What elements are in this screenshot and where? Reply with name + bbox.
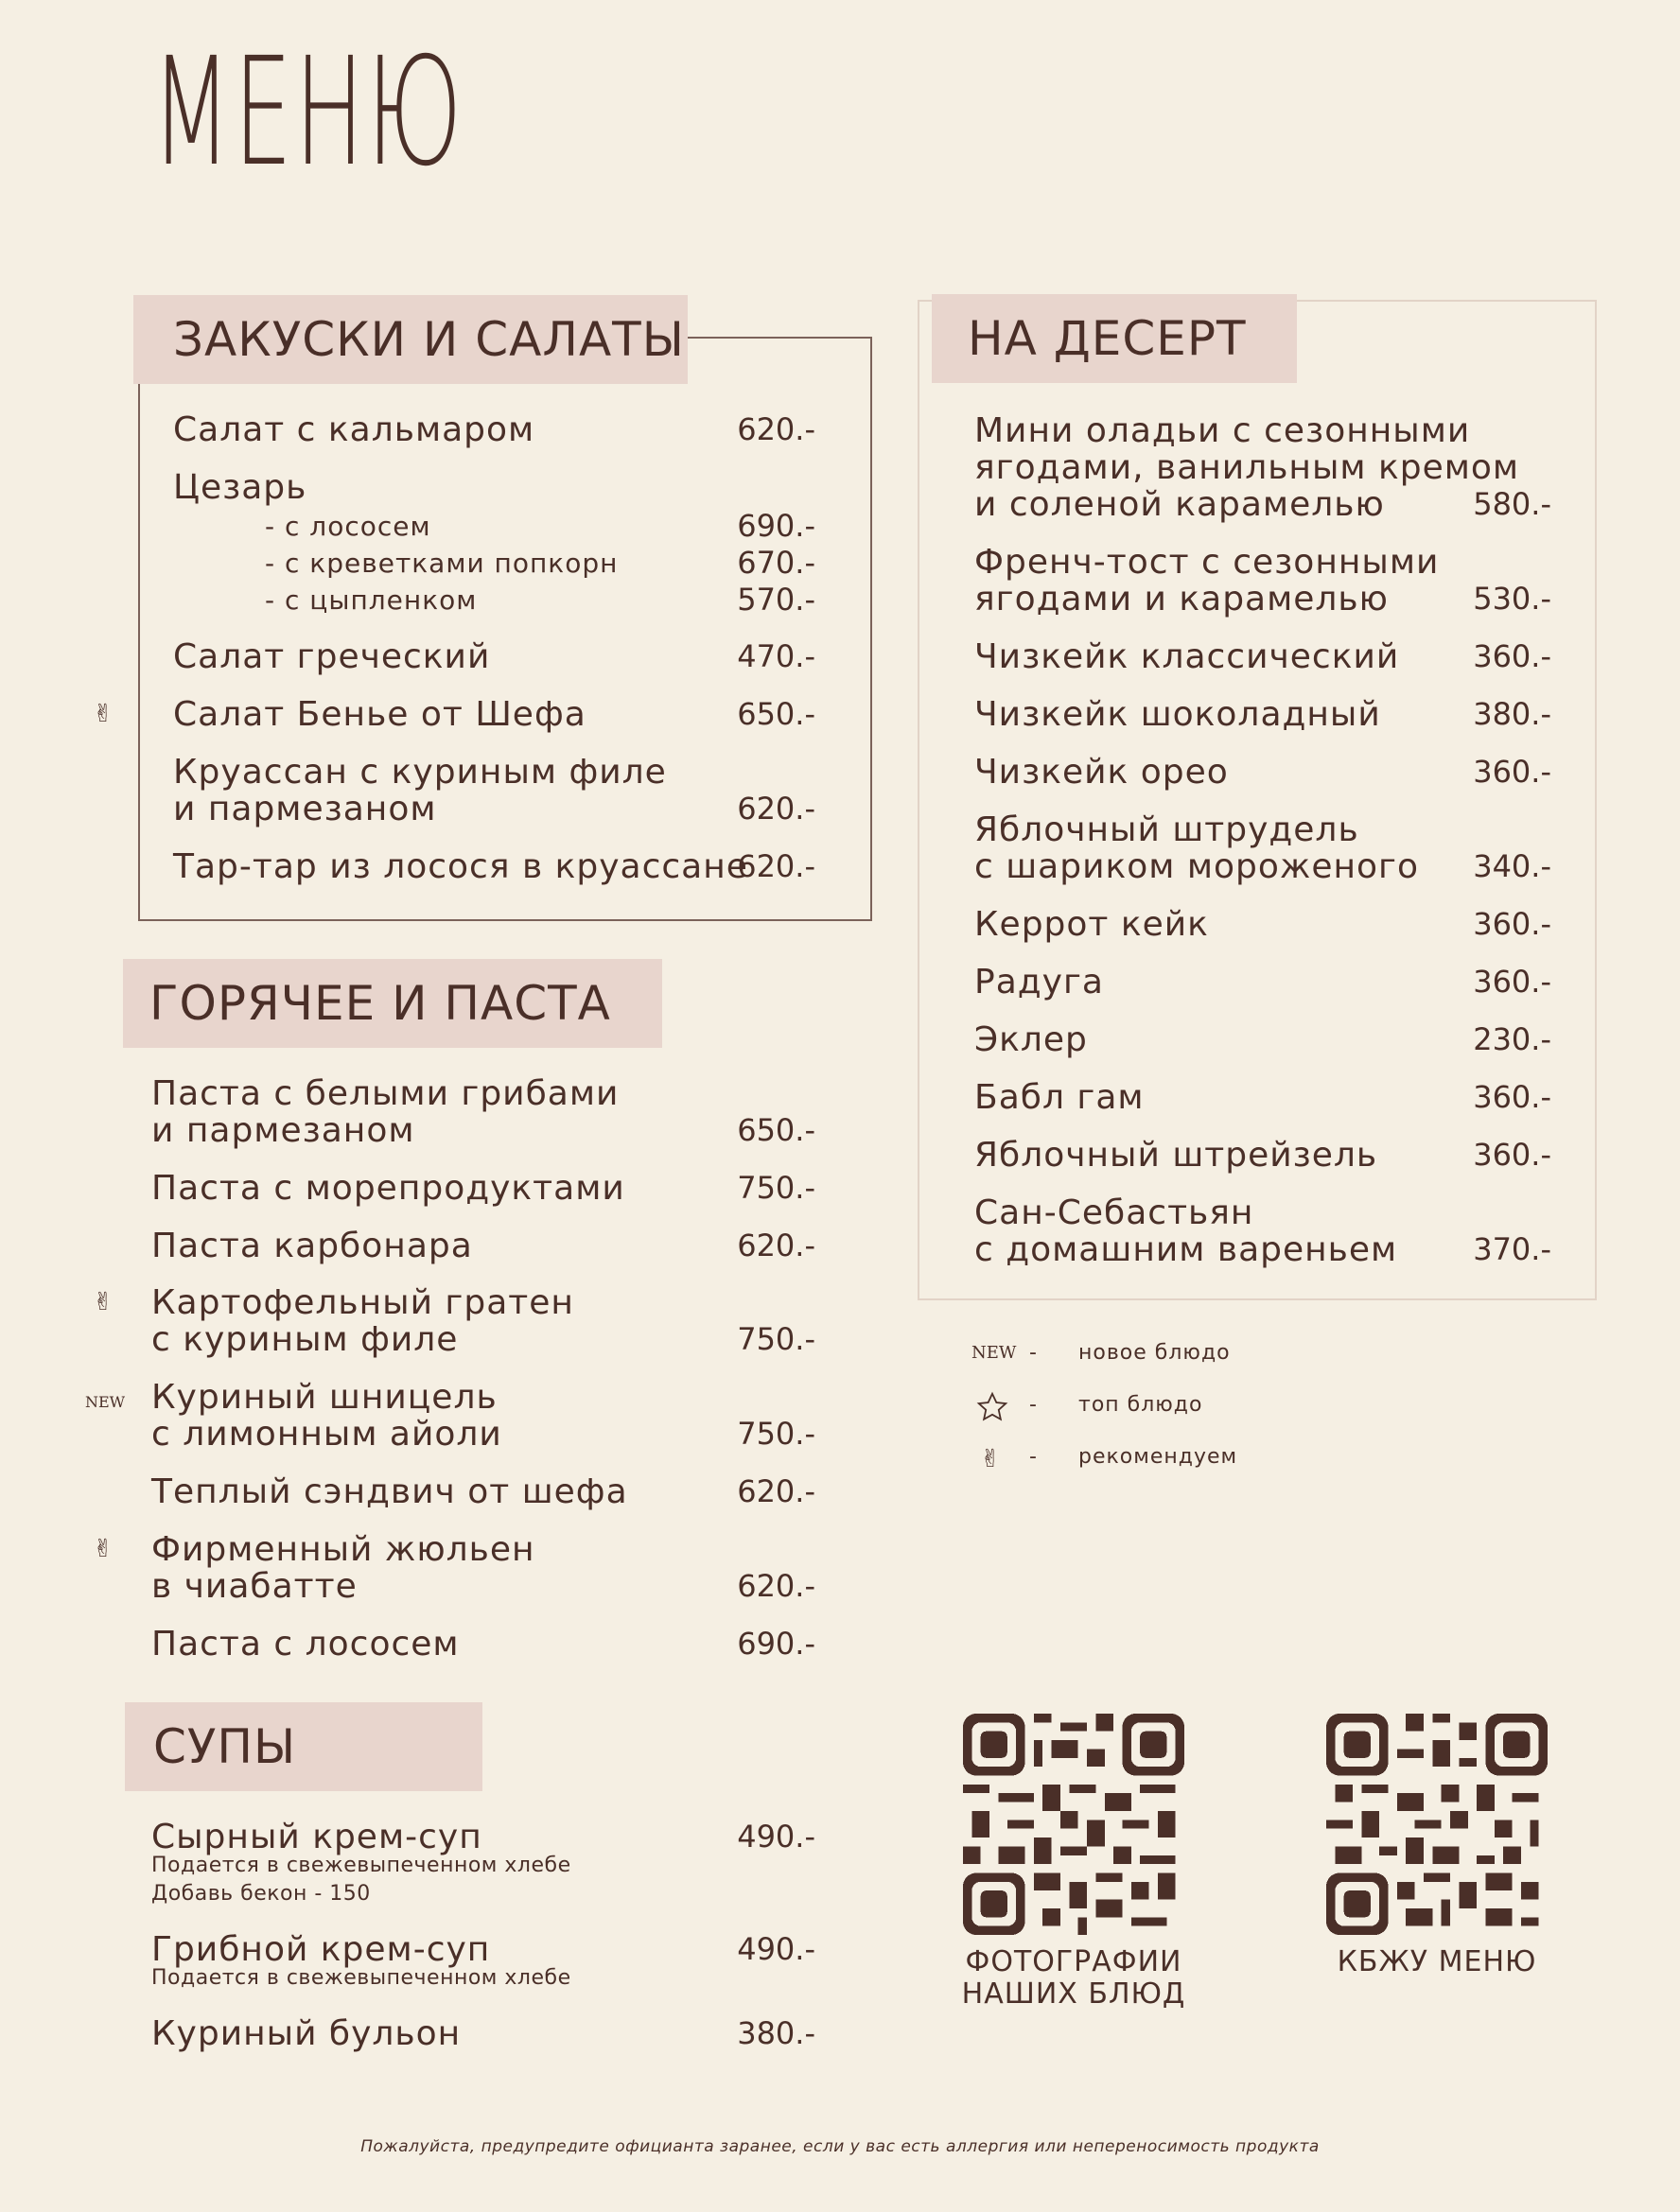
menu-item-name-line2: с шариком мороженого bbox=[974, 847, 1419, 886]
qr-label-photos-line2: НАШИХ БЛЮД bbox=[961, 1977, 1186, 2011]
menu-item-name-line2: ягодами и карамелью bbox=[974, 580, 1389, 618]
menu-item-name-line1: Яблочный штрудель bbox=[974, 810, 1359, 849]
menu-item-note: Подается в свежевыпеченном хлебе bbox=[151, 1966, 571, 1990]
menu-item-name: Сырный крем-суп bbox=[151, 1818, 482, 1856]
legend-dash: - bbox=[1029, 1445, 1038, 1469]
snacks-header-label: ЗАКУСКИ И САЛАТЫ bbox=[173, 312, 685, 367]
legend-text: рекомендуем bbox=[1078, 1445, 1238, 1469]
legend-text: новое блюдо bbox=[1078, 1341, 1231, 1365]
menu-subitem-name: - с лососем bbox=[265, 511, 431, 542]
menu-item-price: 620.- bbox=[737, 1228, 815, 1263]
menu-item-price: 750.- bbox=[737, 1416, 815, 1452]
menu-item-name-line1: Куриный шницель bbox=[151, 1378, 498, 1417]
menu-item-price: 750.- bbox=[737, 1321, 815, 1357]
dessert-header bbox=[932, 294, 1297, 383]
menu-item-price: 230.- bbox=[1473, 1021, 1551, 1057]
menu-item-price: 360.- bbox=[1473, 754, 1551, 790]
menu-item-name-line2: ягодами, ванильным кремом bbox=[974, 448, 1520, 487]
menu-item-name: Паста карбонара bbox=[151, 1227, 473, 1265]
menu-item-price: 750.- bbox=[737, 1170, 815, 1206]
menu-item-name-line2: и пармезаном bbox=[151, 1111, 415, 1150]
menu-item-price: 360.- bbox=[1473, 1079, 1551, 1115]
menu-subitem-name: - с креветками попкорн bbox=[265, 548, 619, 579]
menu-item-price: 360.- bbox=[1473, 638, 1551, 674]
menu-item-name: Салат с кальмаром bbox=[173, 410, 535, 449]
ok-hand-icon: ✌ bbox=[93, 700, 114, 728]
menu-item-price: 620.- bbox=[737, 1473, 815, 1509]
menu-item-price: 530.- bbox=[1473, 581, 1551, 617]
menu-item-name: Яблочный штрейзель bbox=[974, 1136, 1378, 1175]
menu-item-name-line2: с домашним вареньем bbox=[974, 1230, 1398, 1269]
menu-item-price: 370.- bbox=[1473, 1231, 1551, 1267]
menu-item-name-line1: Сан-Себастьян bbox=[974, 1193, 1254, 1232]
legend-text: топ блюдо bbox=[1078, 1393, 1203, 1417]
menu-item-price: 620.- bbox=[737, 791, 815, 827]
menu-item-name-line1: Картофельный гратен bbox=[151, 1283, 574, 1322]
menu-item-name: Теплый сэндвич от шефа bbox=[151, 1472, 628, 1511]
menu-item-price: 490.- bbox=[737, 1819, 815, 1855]
menu-item-price: 620.- bbox=[737, 411, 815, 447]
page-title: МЕНЮ bbox=[151, 26, 464, 200]
legend-dash: - bbox=[1029, 1341, 1038, 1365]
menu-item-price: 650.- bbox=[737, 696, 815, 732]
menu-item-price: 650.- bbox=[737, 1112, 815, 1148]
menu-item-price: 490.- bbox=[737, 1931, 815, 1967]
menu-subitem-name: - с цыпленком bbox=[265, 584, 478, 616]
menu-item-price: 690.- bbox=[737, 508, 815, 544]
menu-item-name: Салат греческий bbox=[173, 637, 491, 676]
soups-header-label: СУПЫ bbox=[153, 1719, 297, 1774]
menu-item-price: 380.- bbox=[1473, 696, 1551, 732]
menu-item-name-line1: Паста с белыми грибами bbox=[151, 1074, 620, 1113]
menu-item-name-line3: и соленой карамелью bbox=[974, 485, 1385, 524]
menu-item-price: 620.- bbox=[737, 848, 815, 884]
menu-item-name: Чизкейк орео bbox=[974, 753, 1229, 792]
menu-item-name: Бабл гам bbox=[974, 1078, 1145, 1117]
snacks-header bbox=[133, 295, 688, 384]
menu-item-name: Паста с морепродуктами bbox=[151, 1169, 625, 1208]
menu-item-note: Подается в свежевыпеченном хлебе bbox=[151, 1854, 571, 1877]
qr-label-photos-line1: ФОТОГРАФИИ bbox=[965, 1945, 1182, 1978]
allergy-disclaimer: Пожалуйста, предупредите официанта заранее, если у вас есть аллергия или непереносимость продукта bbox=[360, 2137, 1320, 2156]
menu-item-name: Салат Бенье от Шефа bbox=[173, 695, 586, 734]
menu-item-name: Куриный бульон bbox=[151, 2014, 462, 2053]
menu-item-name: Тар-тар из лосося в круассане bbox=[173, 847, 748, 886]
qr-code-photos[interactable] bbox=[963, 1714, 1184, 1935]
menu-item-name-line1: Фирменный жюльен bbox=[151, 1530, 535, 1569]
menu-item-name: Цезарь bbox=[173, 468, 307, 507]
menu-item-price: 570.- bbox=[737, 582, 815, 618]
hot-header-label: ГОРЯЧЕЕ И ПАСТА bbox=[149, 976, 611, 1031]
menu-item-name-line1: Круассан с куриным филе bbox=[173, 753, 667, 792]
menu-item-price: 620.- bbox=[737, 1568, 815, 1604]
dessert-header-label: НА ДЕСЕРТ bbox=[968, 311, 1247, 366]
menu-item-name-line2: и пармезаном bbox=[173, 790, 437, 828]
ok-hand-icon: ✌ bbox=[93, 1535, 114, 1563]
menu-item-price: 380.- bbox=[737, 2015, 815, 2051]
menu-item-name-line2: в чиабатте bbox=[151, 1567, 358, 1606]
menu-item-name: Радуга bbox=[974, 963, 1104, 1001]
star-icon bbox=[974, 1390, 1010, 1428]
menu-item-name: Грибной крем-суп bbox=[151, 1930, 491, 1969]
menu-item-note: Добавь бекон - 150 bbox=[151, 1882, 371, 1906]
legend-new-symbol: NEW bbox=[971, 1343, 1017, 1363]
menu-item-name-line2: с куриным филе bbox=[151, 1320, 459, 1359]
ok-hand-icon: ✌ bbox=[980, 1445, 1001, 1473]
menu-item-name: Паста с лососем bbox=[151, 1625, 460, 1663]
qr-code-nutrition[interactable] bbox=[1326, 1714, 1548, 1935]
new-badge: NEW bbox=[85, 1393, 126, 1411]
menu-item-price: 580.- bbox=[1473, 486, 1551, 522]
menu-item-price: 360.- bbox=[1473, 964, 1551, 1000]
menu-item-price: 340.- bbox=[1473, 848, 1551, 884]
legend-dash: - bbox=[1029, 1393, 1038, 1417]
hot-header bbox=[123, 959, 662, 1048]
menu-item-price: 690.- bbox=[737, 1626, 815, 1662]
soups-header bbox=[125, 1702, 482, 1791]
ok-hand-icon: ✌ bbox=[93, 1288, 114, 1316]
menu-item-name-line2: с лимонным айоли bbox=[151, 1415, 502, 1454]
menu-item-price: 670.- bbox=[737, 545, 815, 581]
menu-item-name-line1: Мини оладьи с сезонными bbox=[974, 411, 1471, 450]
menu-item-name: Керрот кейк bbox=[974, 905, 1209, 944]
qr-label-nutrition: КБЖУ МЕНЮ bbox=[1337, 1945, 1537, 1978]
menu-item-price: 360.- bbox=[1473, 906, 1551, 942]
menu-item-name: Чизкейк классический bbox=[974, 637, 1400, 676]
menu-item-name-line1: Френч-тост с сезонными bbox=[974, 543, 1440, 582]
menu-item-name: Чизкейк шоколадный bbox=[974, 695, 1381, 734]
menu-item-name: Эклер bbox=[974, 1020, 1088, 1059]
menu-item-price: 470.- bbox=[737, 638, 815, 674]
menu-item-price: 360.- bbox=[1473, 1137, 1551, 1173]
